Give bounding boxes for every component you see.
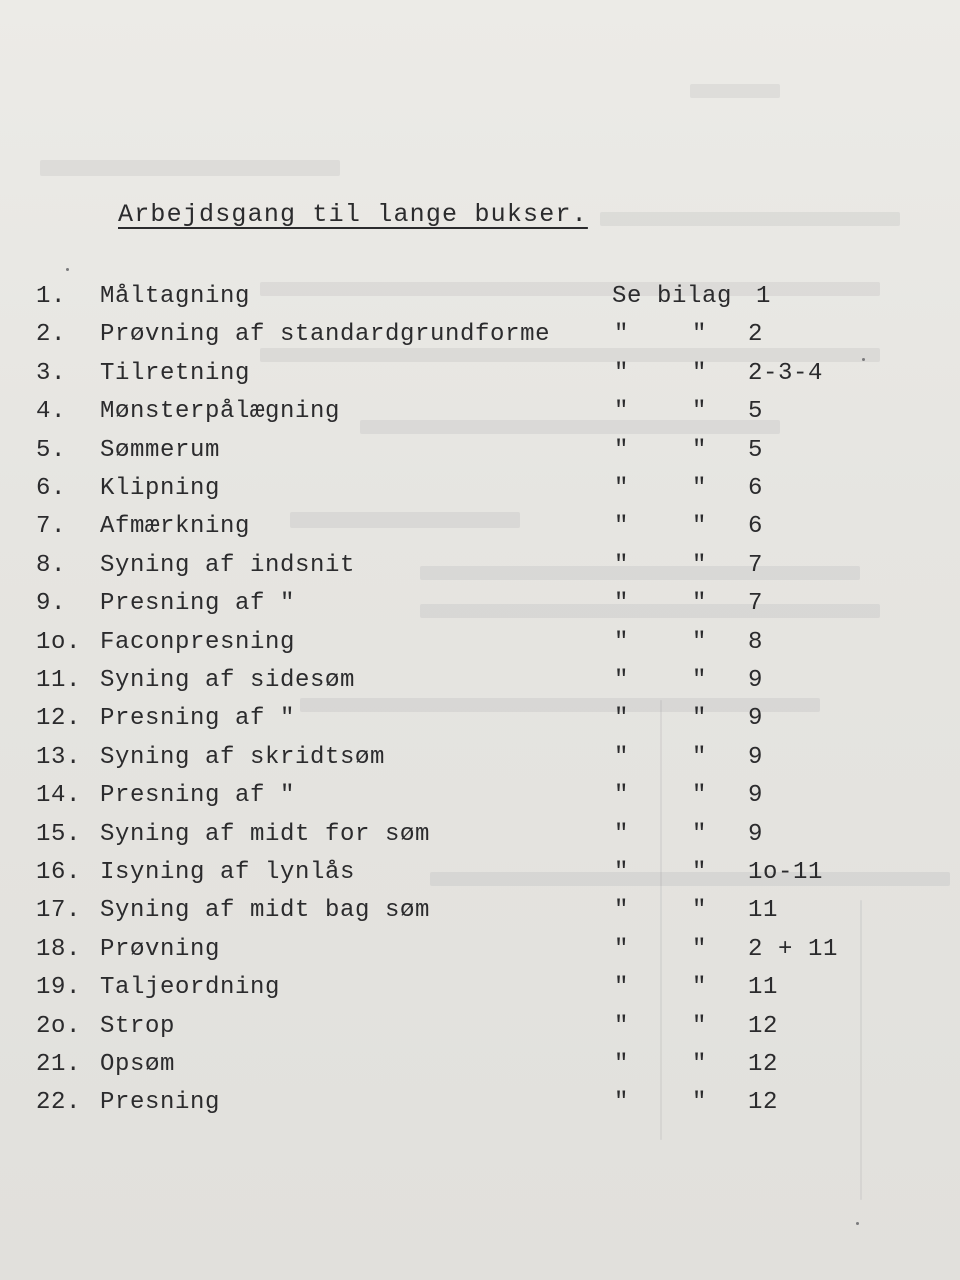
item-description: Tilretning	[100, 359, 251, 387]
ditto-mark: "	[614, 782, 630, 810]
item-number: 4.	[36, 398, 67, 426]
item-description: Afmærkning	[100, 513, 251, 541]
ditto-mark: "	[692, 436, 708, 464]
document-title: Arbejdsgang til lange bukser.	[118, 200, 588, 229]
ditto-mark: "	[614, 628, 630, 656]
list-item	[0, 395, 960, 429]
item-description: Taljeordning	[100, 974, 281, 1002]
appendix-reference: 8	[748, 628, 764, 656]
appendix-reference: 7	[748, 590, 764, 618]
ditto-mark: "	[614, 1051, 630, 1078]
ditto-mark: "	[692, 359, 708, 387]
ditto-mark: "	[692, 551, 708, 579]
appendix-reference: 5	[748, 436, 764, 464]
list-item	[0, 549, 960, 583]
item-description: Presning af "	[100, 782, 296, 810]
ditto-mark: "	[692, 782, 708, 810]
list-item	[0, 280, 960, 314]
ditto-mark: "	[614, 359, 630, 387]
item-number: 2.	[36, 321, 67, 349]
ditto-mark: "	[692, 859, 708, 886]
appendix-reference: 12	[748, 1051, 779, 1078]
appendix-reference: 7	[748, 551, 764, 579]
item-description: Faconpresning	[100, 628, 296, 656]
item-number: 18.	[36, 935, 82, 963]
list-item	[0, 1010, 960, 1044]
item-number: 3.	[36, 359, 67, 387]
list-item	[0, 971, 960, 1005]
appendix-reference: 12	[748, 1012, 779, 1040]
item-description: Opsøm	[100, 1051, 176, 1078]
ditto-mark: "	[614, 513, 630, 541]
appendix-reference: 9	[748, 705, 764, 733]
ditto-mark: "	[692, 513, 708, 541]
list-item	[0, 933, 960, 967]
list-item	[0, 702, 960, 736]
appendix-reference: 5	[748, 398, 764, 426]
ditto-mark: "	[692, 820, 708, 848]
ditto-mark: "	[614, 436, 630, 464]
list-item	[0, 318, 960, 352]
ditto-mark: "	[614, 590, 630, 618]
item-description: Syning af skridtsøm	[100, 743, 386, 771]
item-description: Strop	[100, 1012, 176, 1040]
list-item	[0, 357, 960, 391]
item-number: 12.	[36, 705, 82, 733]
appendix-reference: 2 + 11	[748, 935, 839, 963]
item-number: 5.	[36, 436, 67, 464]
ditto-mark: "	[692, 743, 708, 771]
ditto-mark: "	[614, 321, 630, 349]
item-number: 7.	[36, 513, 67, 541]
ditto-mark: "	[614, 743, 630, 771]
appendix-reference: 6	[748, 513, 764, 541]
item-description: Syning af midt for søm	[100, 820, 431, 848]
ditto-mark: "	[692, 667, 708, 694]
ditto-mark: "	[614, 1089, 630, 1117]
ditto-mark: "	[614, 974, 630, 1002]
appendix-reference: 1o-11	[748, 859, 824, 886]
item-description: Prøvning af standardgrundforme	[100, 321, 551, 349]
appendix-reference: 9	[748, 820, 764, 848]
item-description: Presning	[100, 1089, 221, 1117]
ditto-mark: "	[692, 321, 708, 349]
item-number: 1.	[36, 283, 67, 310]
item-description: Syning af midt bag søm	[100, 897, 431, 925]
item-description: Presning af "	[100, 705, 296, 733]
item-description: Syning af indsnit	[100, 551, 356, 579]
ditto-mark: "	[692, 705, 708, 733]
item-number: 14.	[36, 782, 82, 810]
ditto-mark: "	[692, 935, 708, 963]
item-number: 9.	[36, 590, 67, 618]
ditto-mark: "	[692, 590, 708, 618]
list-item	[0, 434, 960, 468]
ditto-mark: "	[692, 1051, 708, 1078]
ditto-mark: "	[614, 935, 630, 963]
item-number: 21.	[36, 1051, 82, 1078]
ditto-mark: "	[614, 1012, 630, 1040]
ditto-mark: "	[692, 974, 708, 1002]
list-item	[0, 779, 960, 813]
item-number: 6.	[36, 475, 67, 502]
item-description: Isyning af lynlås	[100, 859, 356, 886]
item-number: 11.	[36, 667, 82, 694]
item-description: Sømmerum	[100, 436, 221, 464]
list-item	[0, 741, 960, 775]
item-number: 19.	[36, 974, 82, 1002]
list-item	[0, 1086, 960, 1120]
appendix-reference: 9	[748, 743, 764, 771]
list-item	[0, 818, 960, 852]
item-number: 16.	[36, 859, 82, 886]
item-number: 22.	[36, 1089, 82, 1117]
ditto-mark: "	[692, 1012, 708, 1040]
ditto-mark: "	[692, 1089, 708, 1117]
ditto-mark: "	[692, 475, 708, 502]
ditto-mark: "	[692, 628, 708, 656]
appendix-reference: 11	[748, 897, 779, 925]
see-appendix-label: Se bilag	[612, 283, 733, 310]
ditto-mark: "	[614, 551, 630, 579]
appendix-reference: 9	[748, 782, 764, 810]
item-number: 8.	[36, 551, 67, 579]
ditto-mark: "	[614, 475, 630, 502]
list-item	[0, 626, 960, 660]
list-item	[0, 510, 960, 544]
item-description: Syning af sidesøm	[100, 667, 356, 694]
ditto-mark: "	[614, 705, 630, 733]
list-item	[0, 472, 960, 506]
list-item	[0, 894, 960, 928]
ditto-mark: "	[692, 897, 708, 925]
ditto-mark: "	[614, 398, 630, 426]
ditto-mark: "	[614, 667, 630, 694]
item-number: 1o.	[36, 628, 82, 656]
appendix-reference: 2-3-4	[748, 359, 824, 387]
item-description: Presning af "	[100, 590, 296, 618]
appendix-reference: 2	[748, 321, 764, 349]
ditto-mark: "	[614, 859, 630, 886]
item-description: Mønsterpålægning	[100, 398, 341, 426]
appendix-reference: 12	[748, 1089, 779, 1117]
list-item	[0, 1048, 960, 1082]
list-item	[0, 664, 960, 698]
ditto-mark: "	[614, 820, 630, 848]
list-item	[0, 587, 960, 621]
item-number: 13.	[36, 743, 82, 771]
item-description: Prøvning	[100, 935, 221, 963]
appendix-reference: 11	[748, 974, 779, 1002]
appendix-reference: 1	[756, 283, 772, 310]
appendix-reference: 9	[748, 667, 764, 694]
item-number: 2o.	[36, 1012, 82, 1040]
appendix-reference: 6	[748, 475, 764, 502]
item-description: Klipning	[100, 475, 221, 502]
item-number: 17.	[36, 897, 82, 925]
ditto-mark: "	[614, 897, 630, 925]
ditto-mark: "	[692, 398, 708, 426]
list-item	[0, 856, 960, 890]
item-description: Måltagning	[100, 283, 251, 310]
item-number: 15.	[36, 820, 82, 848]
